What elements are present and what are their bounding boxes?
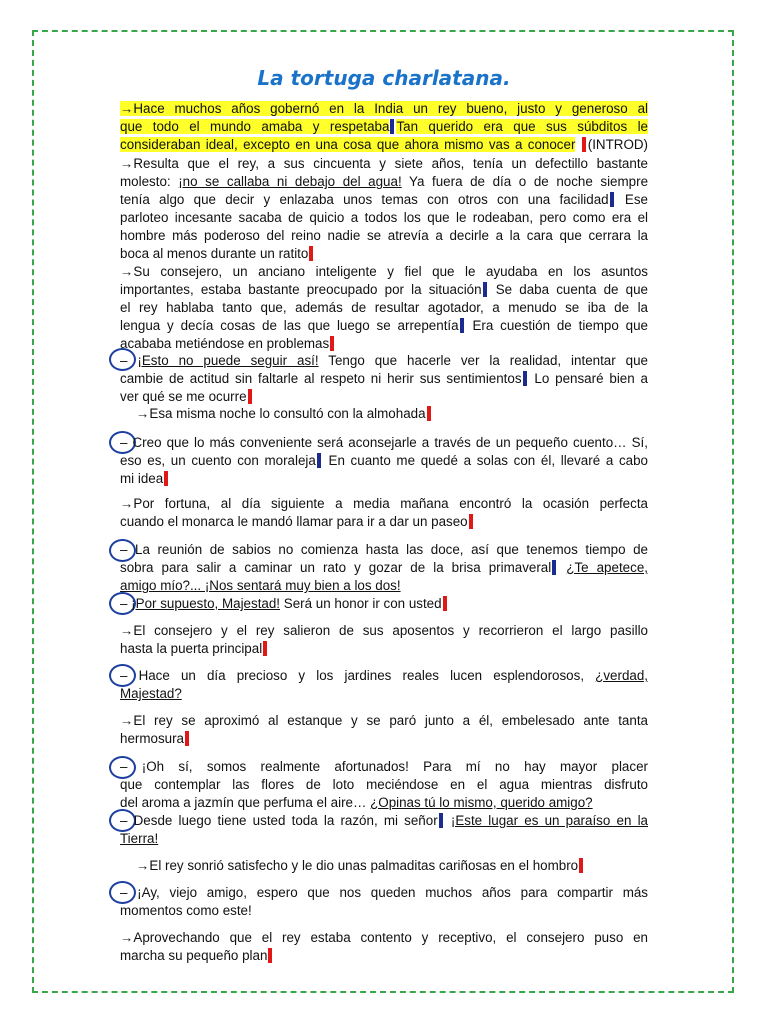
underlined-quote: ¡Esto no puede seguir así! xyxy=(137,353,319,368)
blue-marker xyxy=(390,119,394,134)
underlined-quote: amigo mío?... ¡Nos sentará muy bien a los dos! xyxy=(120,578,401,593)
paragraph-16 xyxy=(120,884,648,920)
document-title: La tortuga charlatana. xyxy=(257,66,511,90)
underlined-quote: Tierra! xyxy=(120,831,159,846)
paragraph-11: – Hace un día precioso y los jardines reales lucen esplendorosos, ¿verdad, Majestad? xyxy=(120,668,648,701)
underlined-quote: ¡no se callaba ni debajo del agua! xyxy=(178,174,402,189)
text-line: →Resulta que el rey, a sus cincuenta y siete años, tenía un defectillo bastante xyxy=(120,156,648,171)
paragraph-14: – Desde luego tiene usted toda la razón, mi señor ¡Este lugar es un paraíso en la Tierra! xyxy=(120,813,648,846)
paragraph-13: – ¡Oh sí, somos realmente afortunados! Para mí no hay mayor placer que contemplar las flores de loto meciéndose en el agua mientras disfruto del aroma a jazmín que perfuma el aire… ¿Opinas tú lo mismo, querido amigo? xyxy=(120,759,648,810)
red-marker xyxy=(469,514,473,529)
text-line: el rey hablaba tanto que, además de resultar agotador, a menudo se iba de la xyxy=(120,300,648,315)
paragraph-7: →Por fortuna, al día siguiente a media mañana encontró la ocasión perfecta cuando el monarca le mandó llamar para ir a dar un paseo xyxy=(120,496,648,529)
paragraph-intro xyxy=(120,100,648,154)
paragraph-6: – Creo que lo más conveniente será aconsejarle a través de un pequeño cuento… Sí, eso es, un cuento con moraleja En cuanto me quedé a solas con él, llevaré a cabo mi idea xyxy=(120,435,648,486)
red-marker xyxy=(164,471,168,486)
blue-marker xyxy=(610,192,614,207)
text-line: →Por fortuna, al día siguiente a media mañana encontró la ocasión perfecta xyxy=(120,496,648,511)
blue-marker xyxy=(483,282,487,297)
red-marker xyxy=(582,137,586,152)
text-line: →Aprovechando que el rey estaba contento y receptivo, el consejero puso en xyxy=(120,930,648,945)
paragraph-2: →Resulta que el rey, a sus cincuenta y siete años, tenía un defectillo bastante molesto: ¡no se callaba ni debajo del agua! Ya fuera de día o de noche siempre tenía algo que decir y enlazaba unos temas con otros con una facilidad Ese parloteo incesante sacaba de quicio a todos los que le rodeaban, pero como era el hombre más poderoso del reino nadie se atrevía a decirle a la cara que cerrara la boca al menos durante un ratito xyxy=(120,156,649,261)
text-line: – ¡Ay, viejo amigo, espero que nos queden muchos años para compartir más xyxy=(120,885,648,900)
paragraph-4: – ¡Esto no puede seguir así! Tengo que hacerle ver la realidad, intentar que cambie de actitud sin faltarle al respeto ni herir sus sentimientos Lo pensaré bien a ver qué se me ocurre xyxy=(120,353,648,404)
text-line: – La reunión de sabios no comienza hasta las doce, así que tenemos tiempo de xyxy=(120,542,648,557)
red-marker xyxy=(579,858,583,873)
text-line: →Su consejero, un anciano inteligente y fiel que le ayudaba en los asuntos xyxy=(120,264,648,279)
text-line: Tan querido era que sus súbditos le xyxy=(396,119,648,134)
section-tag: (INTROD) xyxy=(587,137,648,152)
text-line: que contemplar las flores de loto meciéndose en el agua mientras disfruto xyxy=(120,777,648,792)
text-line: momentos como este! xyxy=(120,903,252,918)
underlined-quote: ¡Este lugar es un paraíso en la xyxy=(450,813,648,828)
paragraph-10: →El consejero y el rey salieron de sus aposentos y recorrieron el largo pasillo hasta la puerta principal xyxy=(120,623,648,656)
red-marker xyxy=(248,389,252,404)
underlined-quote: ¿verdad, xyxy=(595,668,648,683)
blue-marker xyxy=(460,318,464,333)
underlined-quote: Majestad? xyxy=(120,686,182,701)
red-marker xyxy=(268,948,272,963)
paragraph-9: – ¡Por supuesto, Majestad! Será un honor ir con usted xyxy=(120,595,648,613)
text-line: consideraban ideal, excepto en una cosa que ahora mismo vas a conocer xyxy=(120,137,576,152)
text-line: parloteo incesante sacaba de quicio a todos los que le rodeaban, pero como era el xyxy=(120,210,648,225)
blue-marker xyxy=(317,453,321,468)
paragraph-3: →Su consejero, un anciano inteligente y fiel que le ayudaba en los asuntos importantes, estaba bastante preocupado por la situación Se daba cuenta de que el rey hablaba tanto que, además de resultar agotador, a menudo se iba de la lengua y decía cosas de las que luego se arrepentía Era cuestión de tiempo que acababa metiéndose en problemas xyxy=(120,264,648,351)
text-line: hombre más poderoso del reino nadie se atrevía a decirle a la cara que cerrara la xyxy=(120,228,648,243)
red-marker xyxy=(330,336,334,351)
underlined-quote: ¿Te apetece, xyxy=(566,560,648,575)
blue-marker xyxy=(523,371,527,386)
blue-marker xyxy=(439,813,443,828)
red-marker xyxy=(443,596,447,611)
text-line: →Hace muchos años gobernó en la India un rey bueno, justo y generoso al xyxy=(120,101,648,116)
text-line: que todo el mundo amaba y respetaba xyxy=(120,119,390,134)
paragraph-12: →El rey se aproximó al estanque y se paró junto a él, embelesado ante tanta hermosura xyxy=(120,713,648,746)
paragraph-15: →El rey sonrió satisfecho y le dio unas palmaditas cariñosas en el hombro xyxy=(136,857,664,875)
blue-marker xyxy=(552,560,556,575)
paragraph-17: →Aprovechando que el rey estaba contento y receptivo, el consejero puso en marcha su pequeño plan xyxy=(120,930,648,963)
paragraph-8: – La reunión de sabios no comienza hasta las doce, así que tenemos tiempo de sobra para salir a caminar un rato y gozar de la brisa primaveral ¿Te apetece, amigo mío?... ¡Nos sentará muy bien a los dos! xyxy=(120,542,648,593)
red-marker xyxy=(263,641,267,656)
text-line: – Creo que lo más conveniente será aconsejarle a través de un pequeño cuento… Sí, xyxy=(120,435,648,450)
text-line: →El consejero y el rey salieron de sus aposentos y recorrieron el largo pasillo xyxy=(120,623,648,638)
underlined-quote: ¡Por supuesto, Majestad! xyxy=(131,596,281,611)
red-marker xyxy=(309,246,313,261)
red-marker xyxy=(427,406,431,421)
red-marker xyxy=(185,731,189,746)
paragraph-5: →Esa misma noche lo consultó con la almohada xyxy=(136,405,664,423)
text-line: →El rey se aproximó al estanque y se paró junto a él, embelesado ante tanta xyxy=(120,713,648,728)
text-line: – ¡Oh sí, somos realmente afortunados! Para mí no hay mayor placer xyxy=(120,759,648,774)
underlined-quote: ¿Opinas tú lo mismo, querido amigo? xyxy=(370,795,593,810)
